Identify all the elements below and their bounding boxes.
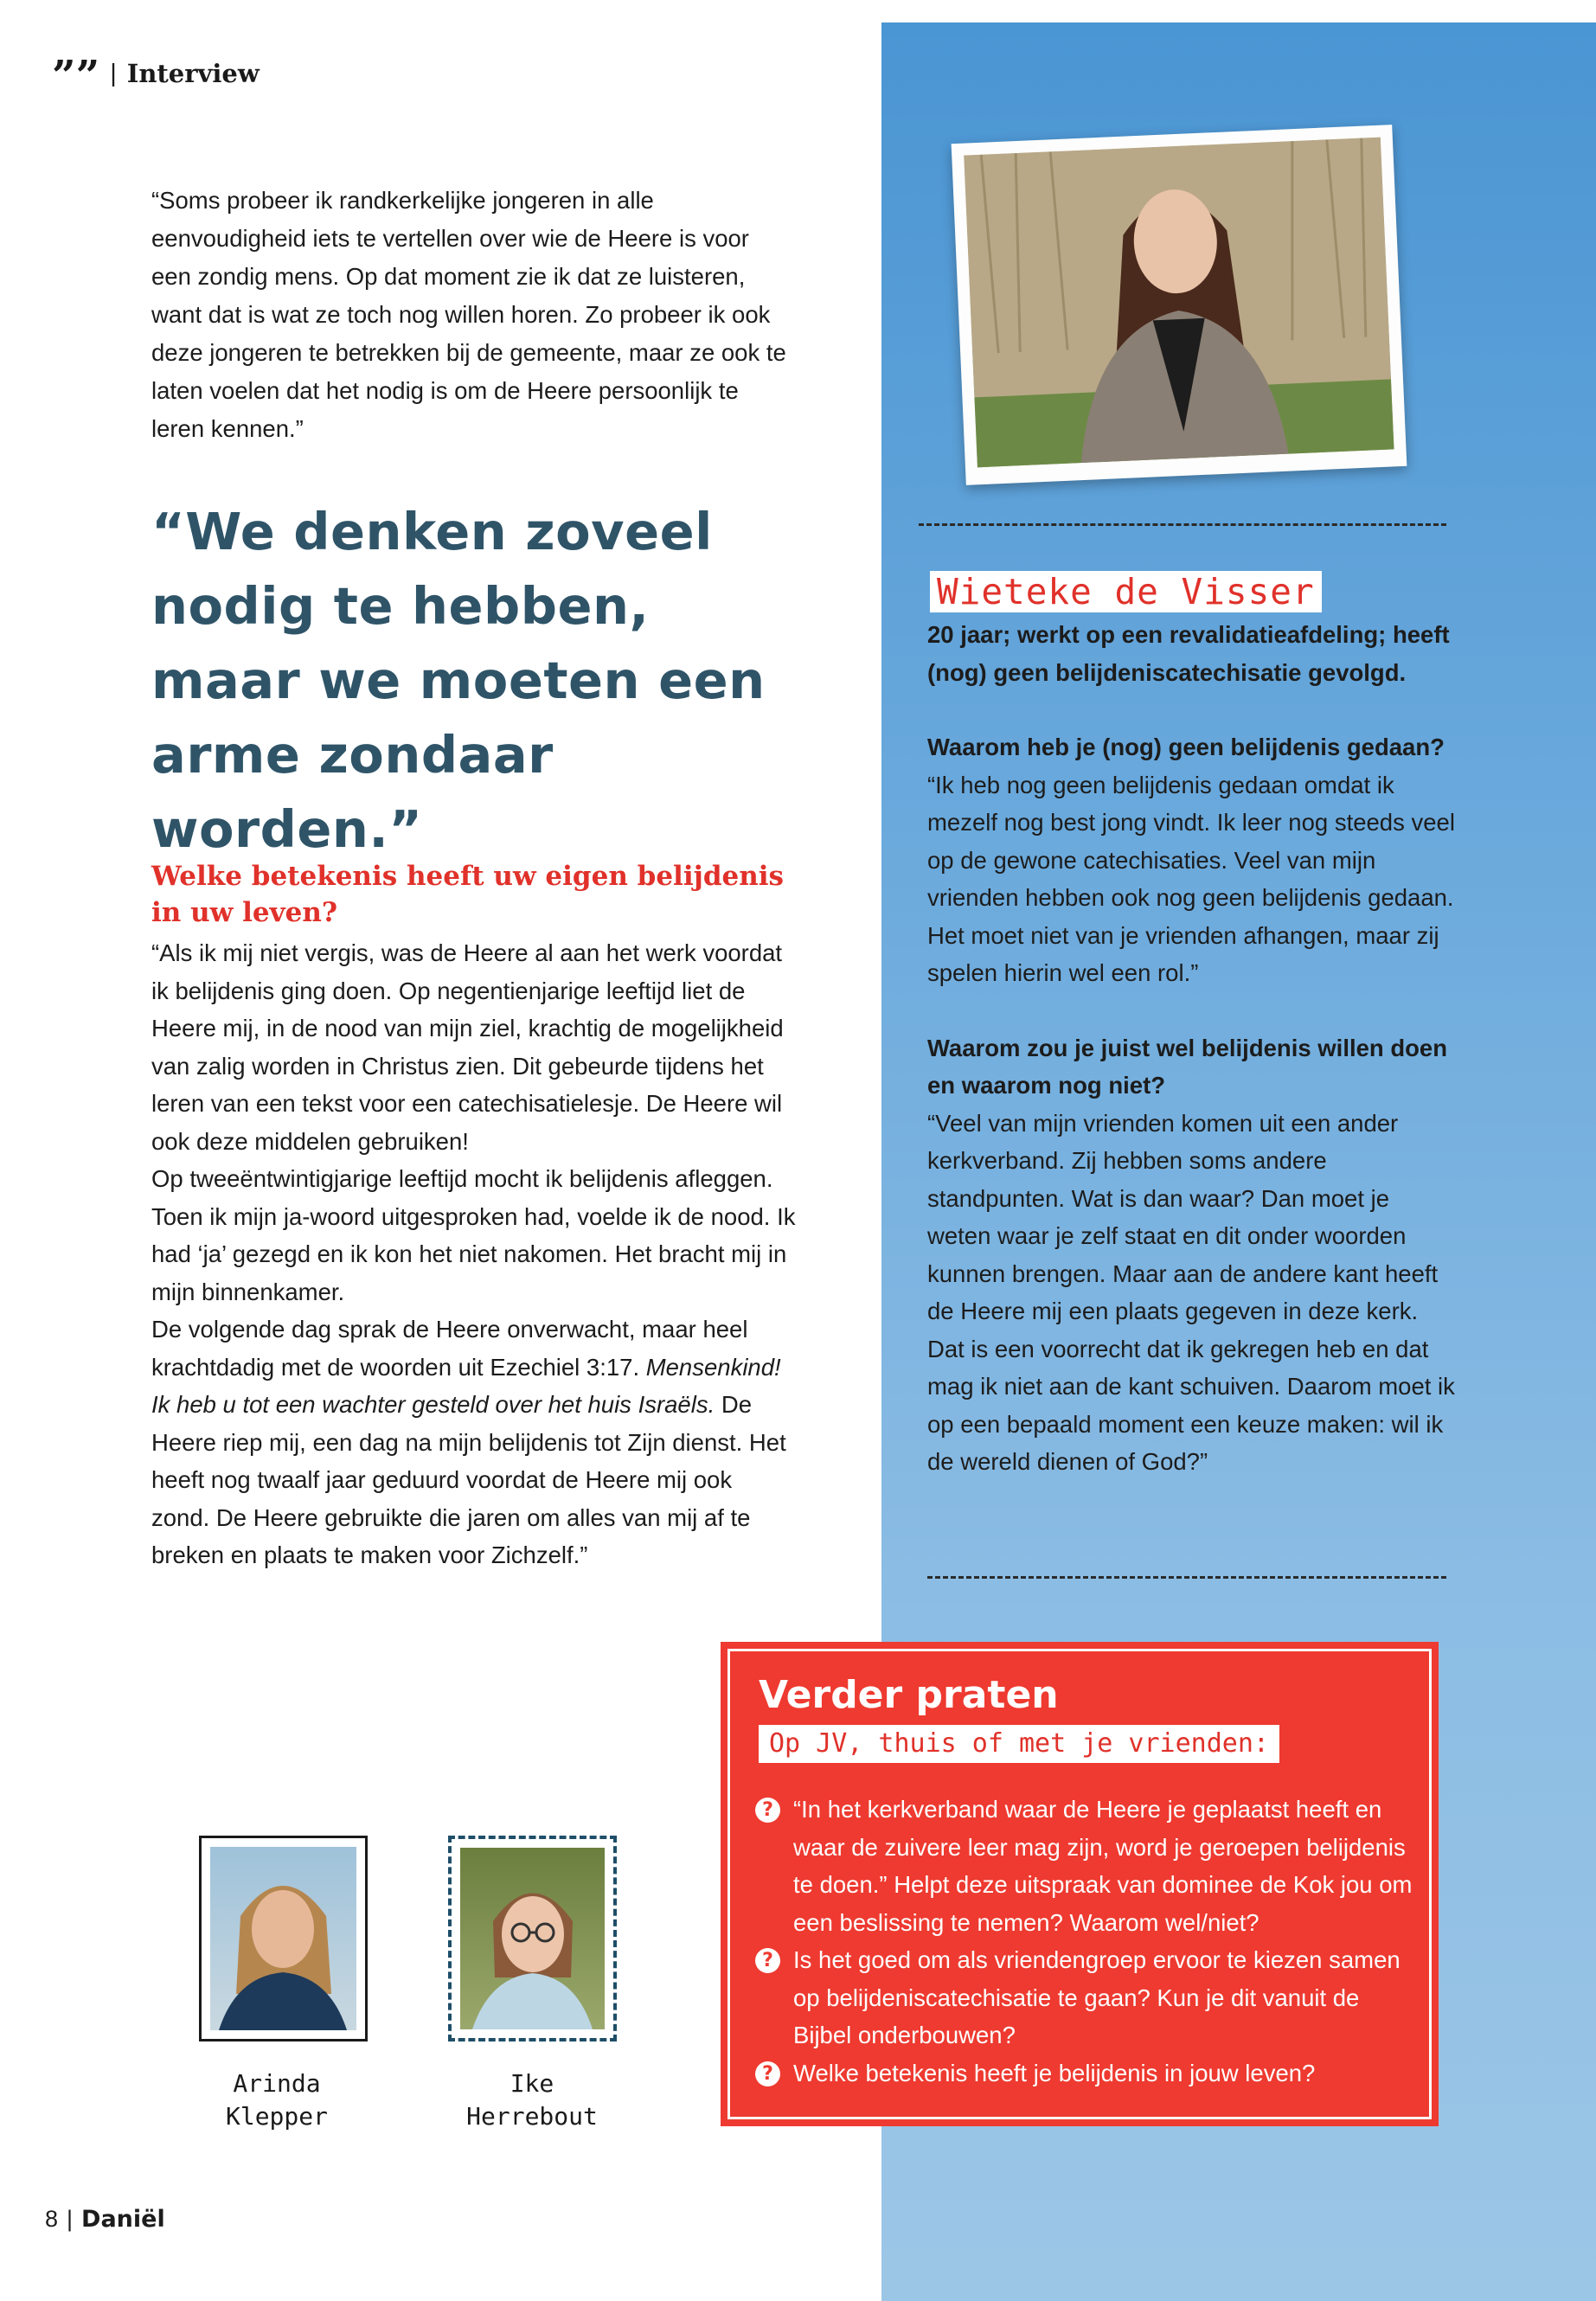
- question-heading: Welke betekenis heeft uw eigen belijdenis in uw leven?: [151, 861, 784, 928]
- section-header: [52, 52, 260, 100]
- section-label: Interview: [126, 59, 260, 88]
- author-photo-ike: [448, 1836, 617, 2041]
- discussion-item: ? “In het kerkverband waar de Heere je geplaatst heeft en waar de zuivere leer mag zijn, word je geroepen belijdenis te doen.” Helpt deze uitspraak van dominee de Kok jou om een beslissing te nemen? Waarom wel/niet?: [755, 1791, 1413, 1941]
- author-name-ike: Ike Herrebout: [466, 2069, 598, 2131]
- divider-top: [919, 523, 1446, 526]
- discussion-box: [721, 1642, 1439, 2126]
- discussion-title: Verder praten: [759, 1673, 1059, 1717]
- discussion-item: ? Is het goed om als vriendengroep ervoor te kiezen samen op belijdeniscatechisatie te gaan? Kun je dit vanuit de Bijbel onderbouwen?: [755, 1941, 1413, 2054]
- profile-answer-1: “Ik heb nog geen belijdenis gedaan omdat ik mezelf nog best jong vindt. Ik leer nog steeds veel op de gewone catechisaties. Veel van mijn vrienden hebben ook nog geen belijdenis gedaan. Het moet niet van je vrienden afhangen, maar zij spelen hierin wel een rol.”: [927, 771, 1455, 986]
- author-name-arinda: Arinda Klepper: [225, 2069, 328, 2131]
- magazine-name: Daniël: [81, 2206, 165, 2233]
- profile-name: Wieteke de Visser: [930, 571, 1322, 612]
- bible-quote: Mensenkind! Ik heb u tot een wachter gesteld over het huis Israëls.: [151, 1353, 781, 1418]
- answer-paragraph-2: Op tweeëntwintigjarige leeftijd mocht ik belijdenis afleggen. Toen ik mijn ja-woord uitgesproken had, voelde ik de nood. Ik had ‘ja’ gezegd en ik kon het niet nakomen. Het bracht mij in mijn binnenkamer.: [151, 1165, 796, 1305]
- profile-photo: [952, 125, 1407, 485]
- pull-quote: “We denken zoveel nodig te hebben, maar we moeten een arme zondaar worden.”: [151, 502, 766, 859]
- answer-body: [151, 934, 796, 1574]
- answer-paragraph-1: “Als ik mij niet vergis, was de Heere al aan het werk voordat ik belijdenis ging doen. Op negentienjarige leeftijd liet de Heere mij, in de nood van mijn ziel, krachtig de mogelijkheid van zalig worden in Christus zien. Dit gebeurde tijdens het leren van een tekst voor een catechisatielesje. De Heere wil ook deze middelen gebruiken!: [151, 939, 784, 1155]
- discussion-list: [755, 1791, 1413, 2092]
- footer-separator: |: [67, 2206, 74, 2232]
- page-number: 8: [45, 2206, 59, 2232]
- page-footer: [45, 2206, 165, 2233]
- profile-sidebar: [927, 616, 1455, 1481]
- question-icon: ?: [755, 2061, 780, 2086]
- discussion-subtitle: Op JV, thuis of met je vrienden:: [759, 1725, 1279, 1763]
- profile-subtitle: 20 jaar; werkt op een revalidatieafdeling; heeft (nog) geen belijdeniscatechisatie gevolgd.: [927, 621, 1450, 686]
- header-separator: |: [110, 59, 117, 87]
- question-icon: ?: [755, 1948, 780, 1973]
- profile-question-2: Waarom zou je juist wel belijdenis willen doen en waarom nog niet?: [927, 1034, 1448, 1099]
- author-photo-arinda: [199, 1836, 368, 2041]
- divider-bottom: [927, 1576, 1446, 1579]
- quote-icon: ””: [52, 52, 100, 100]
- profile-answer-2: “Veel van mijn vrienden komen uit een ander kerkverband. Zij hebben soms andere standpunten. Wat is dan waar? Dan moet je weten waar je zelf staat en dit onder woorden kunnen brengen. Maar aan de andere kant heeft de Heere mij een plaats gegeven in deze kerk. Dat is een voorrecht dat ik gekregen heb en dat mag ik niet aan de kant schuiven. Daarom moet ik op een bepaald moment een keuze maken: wil ik de wereld dienen of God?”: [927, 1109, 1455, 1475]
- discussion-item: ? Welke betekenis heeft je belijdenis in jouw leven?: [755, 2054, 1413, 2093]
- question-icon: ?: [755, 1798, 780, 1823]
- profile-question-1: Waarom heb je (nog) geen belijdenis gedaan?: [927, 734, 1445, 760]
- intro-paragraph: “Soms probeer ik randkerkelijke jongeren in alle eenvoudigheid iets te vertellen over wie de Heere is voor een zondig mens. Op dat moment zie ik dat ze luisteren, want dat is wat ze toch nog willen horen. Zo probeer ik ook deze jongeren te betrekken bij de gemeente, maar ze ook te laten voelen dat het nodig is om de Heere persoonlijk te leren kennen.”: [151, 187, 786, 442]
- portrait-image: [964, 138, 1394, 468]
- answer-paragraph-3: De volgende dag sprak de Heere onverwacht, maar heel krachtdadig met de woorden uit Ezechiel 3:17. Mensenkind! Ik heb u tot een wachter gesteld over het huis Israëls. De Heere riep mij, een dag na mijn belijdenis tot Zijn dienst. Het heeft nog twaalf jaar geduurd voordat de Heere mij ook zond. De Heere gebruikte die jaren om alles van mij af te breken en plaats te maken voor Zichzelf.”: [151, 1316, 786, 1568]
